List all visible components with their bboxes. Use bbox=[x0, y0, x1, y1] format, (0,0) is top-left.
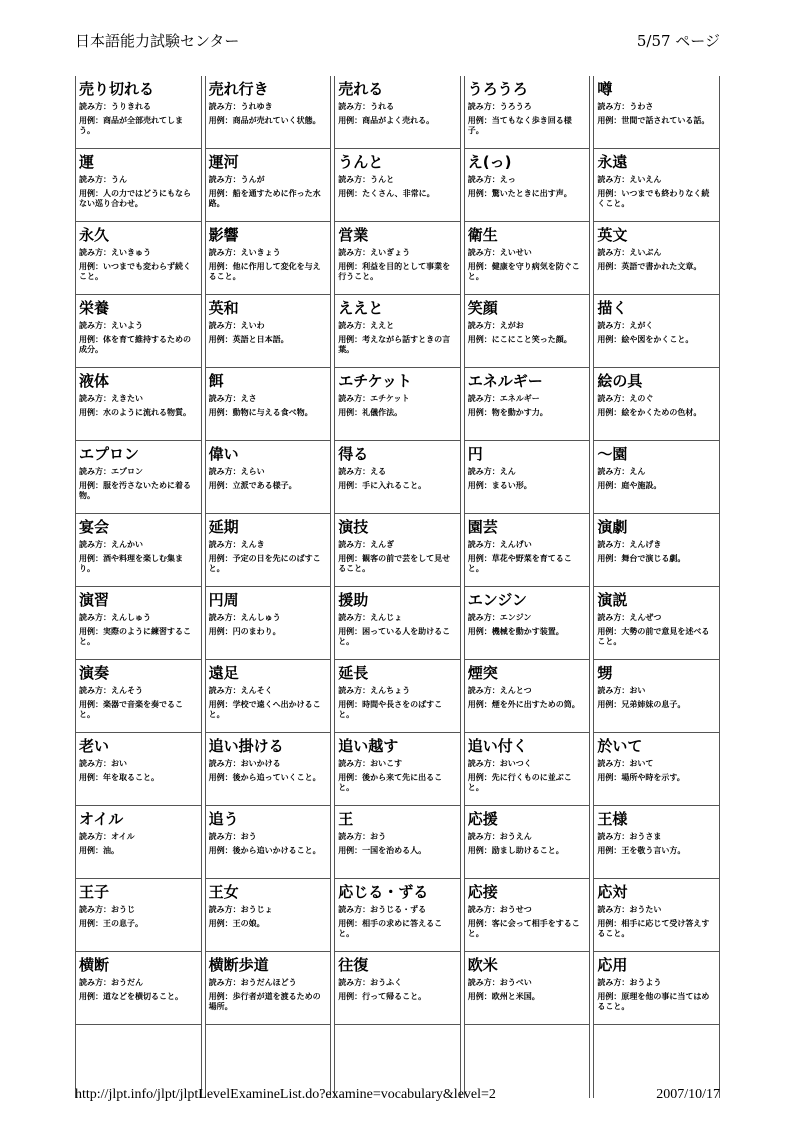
vocab-word: 追い掛ける bbox=[208, 737, 284, 755]
vocab-entry bbox=[205, 952, 332, 1025]
vocab-usage: 用例：世間で話されている話。 bbox=[597, 116, 710, 125]
vocab-word: 運 bbox=[79, 153, 95, 171]
vocab-word: 遠足 bbox=[208, 664, 239, 682]
vocab-reading: 読み方：おうたい bbox=[597, 905, 662, 914]
vocab-entry bbox=[334, 76, 461, 149]
vocab-word: 運河 bbox=[208, 153, 239, 171]
vocab-usage: 用例：機械を動かす装置。 bbox=[467, 627, 564, 636]
vocab-word: 英和 bbox=[208, 299, 239, 317]
vocab-entry bbox=[334, 952, 461, 1025]
vocab-reading: 読み方：おうじる・ずる bbox=[338, 905, 427, 914]
vocab-usage: 用例：手に入れること。 bbox=[338, 481, 427, 490]
vocab-entry bbox=[334, 149, 461, 222]
vocab-usage: 用例：英語で書かれた文章。 bbox=[597, 262, 702, 271]
vocab-reading: 読み方：えいきゅう bbox=[79, 248, 151, 257]
vocab-word: 王様 bbox=[597, 810, 628, 828]
vocab-usage: 用例：船を通すために作った水路。 bbox=[208, 189, 321, 208]
vocab-reading: 読み方：えん bbox=[597, 467, 646, 476]
vocab-entry bbox=[593, 76, 720, 149]
vocab-entry bbox=[205, 441, 332, 514]
vocab-reading: 読み方：おいかける bbox=[208, 759, 281, 768]
page-footer-url: http://jlpt.info/jlpt/jlptLevelExamineList.do?examine=vocabulary&level=2 bbox=[75, 1087, 496, 1102]
vocab-entry bbox=[75, 295, 202, 368]
vocab-entry bbox=[334, 733, 461, 806]
vocab-entry bbox=[334, 514, 461, 587]
vocabulary-grid bbox=[75, 76, 720, 1046]
vocab-reading: 読み方：エプロン bbox=[79, 467, 143, 476]
vocab-entry bbox=[593, 368, 720, 441]
vocab-reading: 読み方：えいせい bbox=[467, 248, 532, 257]
vocab-usage: 用例：いつまでも変わらず続くこと。 bbox=[79, 262, 191, 281]
vocab-entry bbox=[593, 733, 720, 806]
vocab-entry bbox=[334, 222, 461, 295]
vocab-reading: 読み方：うんが bbox=[208, 175, 265, 184]
vocab-entry bbox=[205, 149, 332, 222]
vocab-usage: 用例：実際のように練習すること。 bbox=[79, 627, 191, 646]
vocab-reading: 読み方：うりきれる bbox=[79, 102, 151, 111]
vocab-usage: 用例：英語と日本語。 bbox=[208, 335, 289, 344]
vocab-word: 甥 bbox=[597, 664, 613, 682]
vocab-entry bbox=[464, 441, 591, 514]
vocab-reading: 読み方：えいわ bbox=[208, 321, 265, 330]
vocab-word: 応用 bbox=[597, 956, 628, 974]
vocab-usage: 用例：健康を守り病気を防ぐこと。 bbox=[467, 262, 580, 281]
vocab-reading: 読み方：うろうろ bbox=[467, 102, 532, 111]
vocab-word: 円周 bbox=[208, 591, 239, 609]
vocab-reading: 読み方：ええと bbox=[338, 321, 395, 330]
vocab-word: え(っ) bbox=[467, 153, 512, 171]
vocab-word: 栄養 bbox=[79, 299, 110, 317]
vocab-word: 永久 bbox=[79, 226, 110, 244]
vocab-word: 噂 bbox=[597, 80, 613, 98]
vocab-reading: 読み方：える bbox=[338, 467, 387, 476]
vocab-reading: 読み方：えんぜつ bbox=[597, 613, 662, 622]
vocab-usage: 用例：楽器で音楽を奏でること。 bbox=[79, 700, 183, 719]
vocab-word: 演説 bbox=[597, 591, 628, 609]
vocab-reading: 読み方：おいこす bbox=[338, 759, 403, 768]
vocab-usage: 用例：観客の前で芸をして見せること。 bbox=[338, 554, 451, 573]
vocab-reading: 読み方：えらい bbox=[208, 467, 265, 476]
vocab-reading: 読み方：おうさま bbox=[597, 832, 662, 841]
vocab-entry bbox=[205, 76, 332, 149]
vocab-entry bbox=[205, 879, 332, 952]
vocab-usage: 用例：商品が全部売れてしまう。 bbox=[79, 116, 183, 135]
vocab-reading: 読み方：えん bbox=[467, 467, 516, 476]
vocab-reading: 読み方：うん bbox=[79, 175, 127, 184]
vocab-word: うろうろ bbox=[467, 80, 528, 98]
vocab-reading: 読み方：えんしゅう bbox=[208, 613, 281, 622]
vocab-reading: 読み方：えんそく bbox=[208, 686, 273, 695]
vocab-usage: 用例：相手に応じて受け答えすること。 bbox=[597, 919, 710, 938]
vocab-entry bbox=[205, 295, 332, 368]
vocab-reading: 読み方：えんかい bbox=[79, 540, 143, 549]
vocab-usage: 用例：人の力ではどうにもならない巡り合わせ。 bbox=[79, 189, 191, 208]
vocab-usage: 用例：道などを横切ること。 bbox=[79, 992, 183, 1001]
vocab-entry bbox=[593, 806, 720, 879]
vocab-word: 演劇 bbox=[597, 518, 628, 536]
vocab-reading: 読み方：えいぶん bbox=[597, 248, 662, 257]
vocab-entry bbox=[593, 879, 720, 952]
vocab-word: 衛生 bbox=[467, 226, 498, 244]
vocab-usage: 用例：王の娘。 bbox=[208, 919, 265, 928]
vocab-usage: 用例：絵をかくための色材。 bbox=[597, 408, 702, 417]
vocab-entry bbox=[75, 368, 202, 441]
vocab-reading: 読み方：えんしゅう bbox=[79, 613, 151, 622]
vocab-word: 煙突 bbox=[467, 664, 498, 682]
vocab-reading: 読み方：えきたい bbox=[79, 394, 143, 403]
vocab-entry bbox=[464, 660, 591, 733]
vocab-reading: 読み方：おいて bbox=[597, 759, 654, 768]
vocab-word: 欧米 bbox=[467, 956, 498, 974]
vocab-reading: 読み方：うわさ bbox=[597, 102, 654, 111]
vocab-usage: 用例：原理を他の事に当てはめること。 bbox=[597, 992, 710, 1011]
vocab-entry bbox=[75, 587, 202, 660]
vocab-entry bbox=[75, 76, 202, 149]
vocab-word: 応援 bbox=[467, 810, 498, 828]
vocab-entry bbox=[334, 660, 461, 733]
vocab-word: 老い bbox=[79, 737, 110, 755]
vocab-usage: 用例：当てもなく歩き回る様子。 bbox=[467, 116, 572, 135]
vocab-word: 永遠 bbox=[597, 153, 628, 171]
vocab-reading: 読み方：うれる bbox=[338, 102, 395, 111]
vocab-entry bbox=[593, 295, 720, 368]
vocab-usage: 用例：舞台で演じる劇。 bbox=[597, 554, 686, 563]
vocab-usage: 用例：王の息子。 bbox=[79, 919, 143, 928]
vocab-word: 影響 bbox=[208, 226, 239, 244]
vocab-reading: 読み方：えいよう bbox=[79, 321, 143, 330]
vocab-word: 追い付く bbox=[467, 737, 528, 755]
vocab-word: 王女 bbox=[208, 883, 239, 901]
vocab-reading: 読み方：えいきょう bbox=[208, 248, 281, 257]
vocab-entry bbox=[464, 149, 591, 222]
vocab-usage: 用例：後から来て先に出ること。 bbox=[338, 773, 443, 792]
vocab-reading: 読み方：えっ bbox=[467, 175, 516, 184]
vocab-word: ええと bbox=[338, 299, 384, 317]
vocab-usage: 用例：まるい形。 bbox=[467, 481, 532, 490]
vocab-entry bbox=[75, 441, 202, 514]
vocab-entry bbox=[593, 587, 720, 660]
vocab-entry bbox=[334, 587, 461, 660]
vocab-entry bbox=[464, 368, 591, 441]
vocab-reading: 読み方：えんき bbox=[208, 540, 265, 549]
vocab-word: 得る bbox=[338, 445, 369, 463]
vocab-entry bbox=[205, 806, 332, 879]
vocab-usage: 用例：先に行くものに並ぶこと。 bbox=[467, 773, 572, 792]
vocab-entry bbox=[334, 806, 461, 879]
vocab-entry bbox=[334, 441, 461, 514]
vocab-entry bbox=[464, 514, 591, 587]
vocab-entry bbox=[75, 806, 202, 879]
vocab-word: 売れる bbox=[338, 80, 384, 98]
vocab-usage: 用例：驚いたときに出す声。 bbox=[467, 189, 572, 198]
vocab-word: 演技 bbox=[338, 518, 369, 536]
vocab-word: 往復 bbox=[338, 956, 369, 974]
vocab-entry bbox=[75, 879, 202, 952]
vocab-word: 王 bbox=[338, 810, 354, 828]
vocab-entry bbox=[334, 368, 461, 441]
vocab-reading: 読み方：えんそう bbox=[79, 686, 143, 695]
vocab-word: 於いて bbox=[597, 737, 643, 755]
vocab-reading: 読み方：おう bbox=[338, 832, 387, 841]
vocab-entry bbox=[593, 660, 720, 733]
vocab-reading: 読み方：えがく bbox=[597, 321, 654, 330]
vocab-reading: 読み方：えのぐ bbox=[597, 394, 654, 403]
vocab-entry bbox=[334, 295, 461, 368]
vocab-word: 売れ行き bbox=[208, 80, 269, 98]
vocab-word: 応接 bbox=[467, 883, 498, 901]
vocab-usage: 用例：欧州と米国。 bbox=[467, 992, 540, 1001]
vocab-usage: 用例：動物に与える食べ物。 bbox=[208, 408, 313, 417]
vocab-usage: 用例：王を敬う言い方。 bbox=[597, 846, 686, 855]
vocab-reading: 読み方：オイル bbox=[79, 832, 135, 841]
vocab-usage: 用例：後から追っていくこと。 bbox=[208, 773, 321, 782]
vocab-word: エチケット bbox=[338, 372, 412, 390]
vocab-usage: 用例：励まし助けること。 bbox=[467, 846, 564, 855]
vocab-usage: 用例：相手の求めに答えること。 bbox=[338, 919, 443, 938]
vocab-entry bbox=[205, 514, 332, 587]
vocab-reading: 読み方：おうえん bbox=[467, 832, 532, 841]
vocab-word: 英文 bbox=[597, 226, 628, 244]
vocab-entry bbox=[464, 733, 591, 806]
vocab-usage: 用例：場所や時を示す。 bbox=[597, 773, 685, 782]
vocab-reading: 読み方：えいえん bbox=[597, 175, 662, 184]
vocab-usage: 用例：行って帰ること。 bbox=[338, 992, 427, 1001]
vocab-reading: 読み方：エネルギー bbox=[467, 394, 540, 403]
vocab-reading: 読み方：えんとつ bbox=[467, 686, 532, 695]
vocab-usage: 用例：後から追いかけること。 bbox=[208, 846, 321, 855]
vocab-word: エプロン bbox=[79, 445, 140, 463]
page-number: 5/57 ページ bbox=[636, 32, 720, 50]
vocab-entry bbox=[75, 514, 202, 587]
vocab-usage: 用例：いつまでも終わりなく続くこと。 bbox=[597, 189, 710, 208]
vocab-entry bbox=[464, 76, 591, 149]
vocab-entry bbox=[464, 879, 591, 952]
vocab-usage: 用例：物を動かす力。 bbox=[467, 408, 548, 417]
vocab-entry bbox=[75, 733, 202, 806]
vocab-usage: 用例：円のまわり。 bbox=[208, 627, 281, 636]
vocab-entry bbox=[205, 368, 332, 441]
vocab-usage: 用例：にこにこと笑った顔。 bbox=[467, 335, 572, 344]
vocab-reading: 読み方：えんじょ bbox=[338, 613, 403, 622]
vocab-entry bbox=[334, 879, 461, 952]
vocab-reading: 読み方：おうよう bbox=[597, 978, 662, 987]
vocab-entry bbox=[75, 149, 202, 222]
vocab-word: 追い越す bbox=[338, 737, 399, 755]
vocab-usage: 用例：大勢の前で意見を述べること。 bbox=[597, 627, 710, 646]
vocab-word: 営業 bbox=[338, 226, 369, 244]
vocab-word: 円 bbox=[467, 445, 483, 463]
vocab-entry bbox=[593, 514, 720, 587]
vocab-entry bbox=[593, 441, 720, 514]
vocab-usage: 用例：年を取ること。 bbox=[79, 773, 159, 782]
vocab-entry bbox=[75, 952, 202, 1025]
vocab-word: オイル bbox=[79, 810, 124, 828]
vocab-reading: 読み方：うんと bbox=[338, 175, 395, 184]
vocab-word: 描く bbox=[597, 299, 628, 317]
vocab-reading: 読み方：エンジン bbox=[467, 613, 532, 622]
vocab-word: 偉い bbox=[208, 445, 239, 463]
vocab-usage: 用例：煙を外に出すための筒。 bbox=[467, 700, 580, 709]
vocab-usage: 用例：体を育て維持するための成分。 bbox=[79, 335, 191, 354]
vocab-usage: 用例：礼儀作法。 bbox=[338, 408, 403, 417]
vocab-word: エンジン bbox=[467, 591, 528, 609]
vocab-entry bbox=[464, 952, 591, 1025]
vocab-entry bbox=[205, 660, 332, 733]
vocab-reading: 読み方：えんちょう bbox=[338, 686, 411, 695]
vocab-reading: 読み方：えんぎ bbox=[338, 540, 395, 549]
vocab-reading: 読み方：おい bbox=[597, 686, 646, 695]
vocab-usage: 用例：商品がよく売れる。 bbox=[338, 116, 435, 125]
vocab-reading: 読み方：おい bbox=[79, 759, 127, 768]
vocab-word: 横断歩道 bbox=[208, 956, 269, 974]
vocab-usage: 用例：利益を目的として事業を行うこと。 bbox=[338, 262, 451, 281]
vocab-entry bbox=[593, 149, 720, 222]
vocab-usage: 用例：時間や長さをのばすこと。 bbox=[338, 700, 443, 719]
vocab-entry bbox=[593, 952, 720, 1025]
vocab-word: 延長 bbox=[338, 664, 369, 682]
vocab-entry bbox=[464, 587, 591, 660]
vocab-usage: 用例：困っている人を助けること。 bbox=[338, 627, 451, 646]
vocab-usage: 用例：客に会って相手をすること。 bbox=[467, 919, 580, 938]
vocab-word: エネルギー bbox=[467, 372, 543, 390]
vocab-word: 王子 bbox=[79, 883, 110, 901]
vocab-reading: 読み方：えさ bbox=[208, 394, 257, 403]
vocab-word: 宴会 bbox=[79, 518, 110, 536]
vocab-word: 液体 bbox=[79, 372, 110, 390]
vocab-word: 演習 bbox=[79, 591, 110, 609]
page-header-title: 日本語能力試験センター bbox=[75, 32, 240, 50]
vocab-usage: 用例：歩行者が道を渡るための場所。 bbox=[208, 992, 321, 1011]
vocab-word: 演奏 bbox=[79, 664, 110, 682]
vocab-usage: 用例：絵や図をかくこと。 bbox=[597, 335, 694, 344]
vocab-reading: 読み方：えがお bbox=[467, 321, 524, 330]
vocab-entry bbox=[205, 222, 332, 295]
vocab-reading: 読み方：エチケット bbox=[338, 394, 410, 403]
vocab-entry bbox=[75, 222, 202, 295]
vocab-reading: 読み方：おうせつ bbox=[467, 905, 532, 914]
vocab-entry bbox=[205, 733, 332, 806]
vocab-word: 笑顔 bbox=[467, 299, 498, 317]
vocab-entry bbox=[593, 222, 720, 295]
vocab-word: 園芸 bbox=[467, 518, 498, 536]
vocab-word: 追う bbox=[208, 810, 239, 828]
vocab-entry bbox=[75, 660, 202, 733]
vocab-reading: 読み方：おう bbox=[208, 832, 257, 841]
vocab-word: 延期 bbox=[208, 518, 239, 536]
vocab-word: 絵の具 bbox=[597, 372, 643, 390]
vocab-reading: 読み方：おうだん bbox=[79, 978, 143, 987]
vocab-entry bbox=[464, 806, 591, 879]
vocab-usage: 用例：立派である様子。 bbox=[208, 481, 297, 490]
vocab-word: 応じる・ずる bbox=[338, 883, 429, 901]
vocab-usage: 用例：草花や野菜を育てること。 bbox=[467, 554, 572, 573]
vocab-word: うんと bbox=[338, 153, 384, 171]
vocab-reading: 読み方：おうだんほどう bbox=[208, 978, 297, 987]
vocab-entry bbox=[205, 587, 332, 660]
vocab-usage: 用例：商品が売れていく状態。 bbox=[208, 116, 321, 125]
vocab-reading: 読み方：うれゆき bbox=[208, 102, 273, 111]
vocab-usage: 用例：学校で遠くへ出かけること。 bbox=[208, 700, 321, 719]
vocab-reading: 読み方：おうじ bbox=[79, 905, 135, 914]
vocab-usage: 用例：考えながら話すときの言葉。 bbox=[338, 335, 451, 354]
vocab-usage: 用例：予定の日を先にのばすこと。 bbox=[208, 554, 321, 573]
vocab-usage: 用例：服を汚さないために着る物。 bbox=[79, 481, 191, 500]
vocab-word: ～園 bbox=[597, 445, 628, 463]
vocab-reading: 読み方：えんげい bbox=[467, 540, 532, 549]
vocab-reading: 読み方：おうべい bbox=[467, 978, 532, 987]
vocab-usage: 用例：酒や料理を楽しむ集まり。 bbox=[79, 554, 183, 573]
vocab-reading: 読み方：おいつく bbox=[467, 759, 532, 768]
vocab-reading: 読み方：おうふく bbox=[338, 978, 403, 987]
vocab-word: 応対 bbox=[597, 883, 628, 901]
vocab-usage: 用例：たくさん、非常に。 bbox=[338, 189, 435, 198]
vocab-reading: 読み方：えいぎょう bbox=[338, 248, 411, 257]
vocab-usage: 用例：油。 bbox=[79, 846, 119, 855]
vocab-usage: 用例：兄弟姉妹の息子。 bbox=[597, 700, 686, 709]
page-footer-date: 2007/10/17 bbox=[656, 1087, 720, 1102]
vocab-entry bbox=[464, 222, 591, 295]
vocab-usage: 用例：庭や施設。 bbox=[597, 481, 662, 490]
vocab-reading: 読み方：おうじょ bbox=[208, 905, 273, 914]
vocab-reading: 読み方：えんげき bbox=[597, 540, 662, 549]
vocab-usage: 用例：他に作用して変化を与えること。 bbox=[208, 262, 321, 281]
vocab-word: 横断 bbox=[79, 956, 110, 974]
vocab-entry bbox=[464, 295, 591, 368]
vocab-usage: 用例：水のように流れる物質。 bbox=[79, 408, 191, 417]
vocab-usage: 用例：一国を治める人。 bbox=[338, 846, 427, 855]
vocab-word: 餌 bbox=[208, 372, 224, 390]
vocab-word: 援助 bbox=[338, 591, 369, 609]
vocab-word: 売り切れる bbox=[79, 80, 155, 98]
